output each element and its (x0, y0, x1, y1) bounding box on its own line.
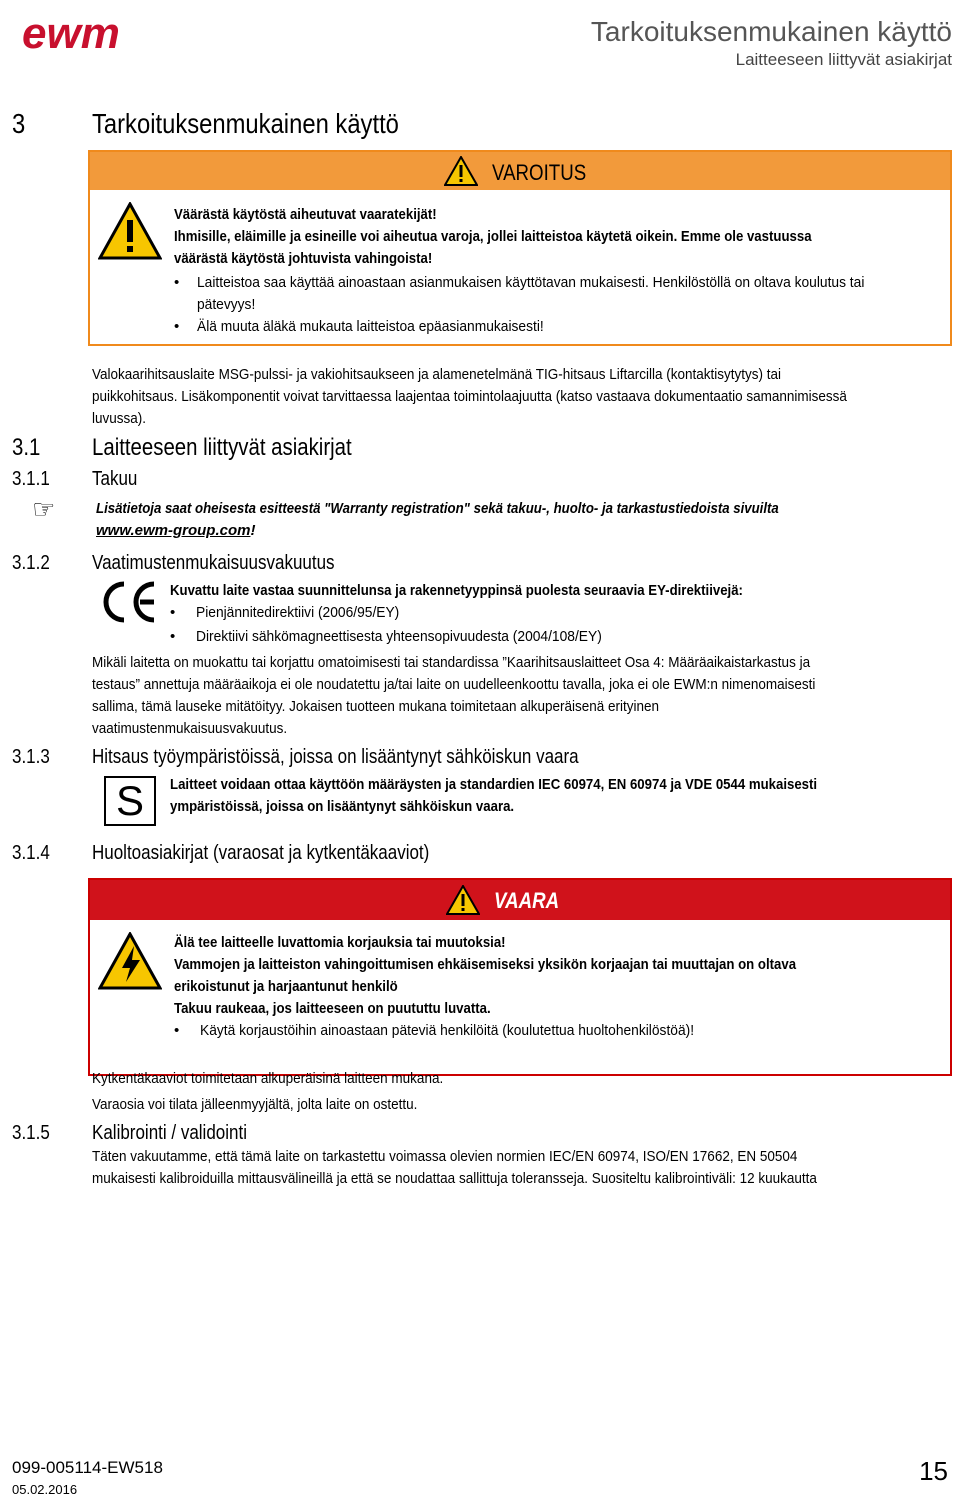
warning-box (88, 150, 952, 346)
section-3-1-4-number: 3.1.4 (12, 842, 50, 864)
list-item: • Pienjännitedirektiivi (2006/95/EY) (170, 604, 400, 621)
section-3-1-2-title: Vaatimustenmukaisuusvakuutus (92, 552, 335, 574)
warning-label: VAROITUS (492, 160, 587, 185)
header-subtitle: Laitteeseen liittyvät asiakirjat (735, 50, 952, 69)
section-3-1-5-number: 3.1.5 (12, 1122, 50, 1144)
list-item: • Direktiivi sähkömagneettisesta yhteensopivuudesta (2004/108/EY) (170, 628, 602, 645)
header-title: Tarkoituksenmukainen käyttö (590, 16, 952, 47)
page-number: 15 (919, 1456, 948, 1486)
conformity-text: Kuvattu laite vastaa suunnittelunsa ja rakennetyyppinsä puolesta seuraavia EY-direktiivejä: • Pienjännitedirektiivi (2006/95/EY) • Direktiivi sähkömagneettisesta yhteensopivuudesta (2004/108/EY) (170, 580, 950, 648)
large-warning-triangle-icon (98, 202, 162, 260)
warning-body (174, 204, 949, 338)
chapter-number: 3 (12, 108, 26, 139)
list-item: • Käytä korjaustöihin ainoastaan päteviä henkilöitä (koulutettua huoltohenkilöstöä)! (174, 1022, 695, 1039)
warning-triangle-icon (444, 156, 478, 186)
shock-hazard-text: Laitteet voidaan ottaa käyttöön määräysten ja standardien IEC 60974, EN 60974 ja VDE 0544 mukaisesti ympäristöissä, joissa on lisääntynyt sähköiskun vaara. (170, 776, 818, 815)
ewm-logo (22, 8, 172, 56)
conformity-paragraph: Mikäli laitetta on muokattu tai korjattu omatoimisesti tai standardissa ”Kaarihitsauslaitteet Osa 4: Määräaikaistarkastus ja testaus” annettuja määräaikoja ei ole noudatettu ja/tai laite on uudelleenkoottu tavalla, joka ei ole EWM:n nimenomaisesti sallima, tämä lauseke mitätöityy. Jokaisen tuotteen mukana toimitetaan alkuperäisenä erityinen vaatimustenmukaisuusvakuutus. (92, 654, 816, 737)
section-3-1-3-title: Hitsaus työympäristöissä, joissa on lisääntynyt sähköiskun vaara (92, 746, 579, 768)
warranty-note: Lisätietoja saat oheisesta esitteestä "Warranty registration" sekä takuu-, huolto- ja tarkastustiedoista sivuilta www.ewm-group.com! (96, 500, 779, 539)
danger-body: Älä tee laitteelle luvattomia korjauksia tai muutoksia! Vammojen ja laitteiston vahingoittumisen ehkäisemiseksi yksikön korjaajan tai muuttajan on oltava erikoistunut ja harjaantunut henkilö Takuu raukeaa, jos laitteeseen on puututtu luvatta. • Käytä korjaustöihin ainoastaan päteviä henkilöitä (koulutettua huoltohenkilöstöä)! (174, 932, 949, 1042)
list-item: • Älä muuta äläkä mukauta laitteistoa epäasianmukaisesti! (174, 318, 544, 335)
danger-triangle-icon (446, 885, 480, 915)
section-3-1-2-number: 3.1.2 (12, 552, 50, 574)
warning-header-bar (90, 152, 950, 190)
ewm-logo-icon (22, 8, 172, 56)
svg-text:ewm: ewm (22, 9, 120, 56)
calibration-paragraph: Täten vakuutamme, että tämä laite on tarkastettu voimassa olevien normien IEC/EN 60974, ISO/EN 17662, EN 50504 mukaisesti kalibroiduilla mittausvälineillä ja että se noudattaa sallittuja toleransseja. Suositeltu kalibrointiväli: 12 kuukautta (92, 1148, 817, 1187)
section-3-1-1-number: 3.1.1 (12, 468, 50, 490)
chapter-title: Tarkoituksenmukainen käyttö (92, 108, 399, 139)
electric-hazard-icon (98, 932, 162, 990)
service-docs-paragraph: Kytkentäkaaviot toimitetaan alkuperäisinä laitteen mukana. Varaosia voi tilata jälleenmyyjältä, jolta laite on ostettu. (92, 1070, 444, 1113)
danger-box (88, 878, 952, 1076)
ce-mark-icon (98, 578, 160, 626)
doc-date: 05.02.2016 (12, 1482, 78, 1497)
intro-paragraph: Valokaarihitsauslaite MSG-pulssi- ja vakiohitsaukseen ja alamenetelmänä TIG-hitsaus Liftarcilla (kontaktisytytys) tai puikkohitsaus. Lisäkomponentit voivat tarvittaessa laajentaa toimintolaajuutta (katso vastaava dokumentaatio samannimisessä luvussa). (92, 366, 847, 427)
danger-label: VAARA (494, 888, 560, 913)
danger-header-bar (90, 880, 950, 920)
section-3-1-title: Laitteeseen liittyvät asiakirjat (92, 434, 352, 461)
warning-line-2: Ihmisille, eläimille ja esineille voi aiheutua varoja, jollei laitteistoa käytetä oikein. Emme ole vastuussa (174, 228, 812, 245)
s-mark-icon: S (104, 776, 156, 826)
ewm-website-link[interactable]: www.ewm-group.com (96, 522, 251, 539)
section-3-1-5-title: Kalibrointi / validointi (92, 1122, 247, 1144)
pointing-hand-icon: ☞ (32, 494, 56, 524)
warning-line-3: väärästä käytöstä johtuvista vahingoista! (174, 250, 433, 267)
doc-number: 099-005114-EW518 (12, 1458, 163, 1477)
section-3-1-1-title: Takuu (92, 468, 138, 490)
section-3-1-4-title: Huoltoasiakirjat (varaosat ja kytkentäkaaviot) (92, 842, 430, 864)
section-3-1-number: 3.1 (12, 434, 41, 461)
list-item: • Laitteistoa saa käyttää ainoastaan asianmukaisen käyttötavan mukaisesti. Henkilöstöllä on oltava koulutus tai pätevyys! (174, 274, 865, 313)
warning-line-1: Väärästä käytöstä aiheutuvat vaaratekijät! (174, 206, 437, 223)
section-3-1-3-number: 3.1.3 (12, 746, 50, 768)
